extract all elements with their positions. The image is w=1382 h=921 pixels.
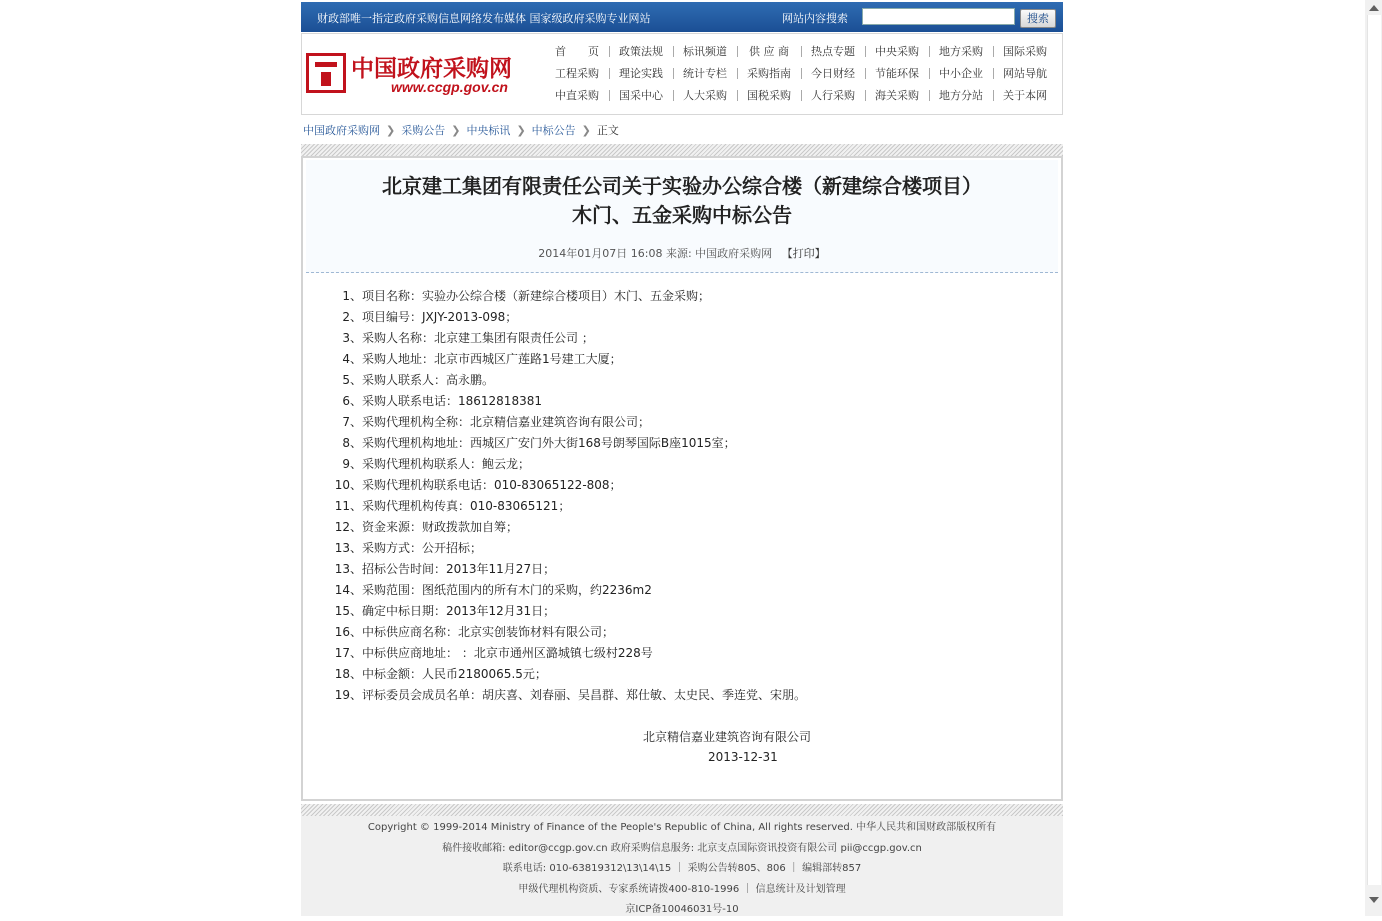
list-item [323,601,1043,622]
nav-row [545,43,1057,65]
nav-theory[interactable]: 理论实践 [609,65,673,81]
footer-line: 稿件接收邮箱: editor@ccgp.gov.cn 政府采购信息服务: 北京支点国际资讯投资有限公司 pii@ccgp.gov.cn [442,842,922,854]
item-text: 采购代理机构联系电话：010-83065122-808； [362,478,622,492]
item-number: 13、 [334,541,362,555]
nav-local-sites[interactable]: 地方分站 [929,87,993,103]
item-number: 6、 [342,394,362,408]
item-text: 采购代理机构联系人：鲍云龙； [362,457,531,471]
signature-date: 2013-12-31 [708,750,778,764]
breadcrumb-separator: ❯ [451,124,461,137]
nav-international[interactable]: 国际采购 [993,43,1057,59]
item-number: 10、 [334,478,362,492]
breadcrumb-item[interactable]: 中国政府采购网 [303,124,380,137]
list-item [323,664,1043,685]
list-item [323,538,1043,559]
breadcrumb-item[interactable]: 中央标讯 [466,124,511,137]
item-number: 8、 [342,436,362,450]
nav-row [545,65,1057,87]
list-item [323,286,1043,307]
item-number: 7、 [342,415,362,429]
item-number: 3、 [342,331,362,345]
nav-hot-topics[interactable]: 热点专题 [801,43,865,59]
item-number: 19、 [334,688,362,702]
nav-suppliers[interactable]: 供 应 商 [737,43,801,59]
breadcrumb-item[interactable]: 采购公告 [401,124,446,137]
nav-about[interactable]: 关于本网 [993,87,1057,103]
article-box [301,156,1063,801]
nav-npc[interactable]: 人大采购 [673,87,737,103]
nav-bid-channel[interactable]: 标讯频道 [673,43,737,59]
nav-guide[interactable]: 采购指南 [737,65,801,81]
item-number: 5、 [342,373,362,387]
breadcrumb-separator: ❯ [581,124,591,137]
list-item [323,496,1043,517]
nav-central-procurement[interactable]: 中央采购 [865,43,929,59]
article-date: 2014年01月07日 16:08 [538,247,663,260]
stripe-divider [301,144,1063,156]
breadcrumb-item[interactable]: 中标公告 [531,124,576,137]
item-number: 9、 [342,457,362,471]
site-logo[interactable] [305,50,540,98]
list-item [323,643,1043,664]
list-item [323,370,1043,391]
stripe-divider [301,804,1063,816]
main-nav [545,43,1057,109]
article-body [323,286,1043,706]
list-item [323,307,1043,328]
item-number: 18、 [334,667,362,681]
item-number: 15、 [334,604,362,618]
nav-pboc[interactable]: 人行采购 [801,87,865,103]
nav-customs[interactable]: 海关采购 [865,87,929,103]
item-number: 14、 [334,583,362,597]
item-text: 中标供应商地址： ：北京市通州区潞城镇七级村228号 [362,646,653,660]
nav-green[interactable]: 节能环保 [865,65,929,81]
search-label: 网站内容搜索 [782,12,848,25]
footer [301,816,1063,916]
vertical-scrollbar[interactable] [1365,0,1382,916]
top-bar [301,2,1063,32]
nav-local-procurement[interactable]: 地方采购 [929,43,993,59]
header [301,33,1063,115]
list-item [323,433,1043,454]
list-item [323,475,1043,496]
logo-name: 中国政府采购网 [351,56,512,82]
item-number: 4、 [342,352,362,366]
item-text: 项目编号：JXJY-2013-098； [362,310,518,324]
article-header [306,160,1058,273]
nav-row [545,87,1057,109]
item-number: 11、 [334,499,362,513]
breadcrumb-separator: ❯ [386,124,396,137]
item-text: 采购范围：图纸范围内的所有木门的采购，约2236m2 [362,583,652,597]
article-source: 来源: 中国政府采购网 [665,247,773,260]
nav-home[interactable]: 首 页 [555,45,599,58]
nav-tax[interactable]: 国税采购 [737,87,801,103]
item-text: 资金来源：财政拨款加自筹； [362,520,519,534]
list-item [323,391,1043,412]
item-text: 项目名称：实验办公综合楼（新建综合楼项目）木门、五金采购； [362,289,711,303]
nav-engineering[interactable]: 工程采购 [555,67,599,80]
item-number: 2、 [342,310,362,324]
item-text: 招标公告时间：2013年11月27日； [362,562,556,576]
scroll-up-arrow-icon[interactable] [1369,5,1379,11]
list-item [323,328,1043,349]
list-item [323,349,1043,370]
site-slogan: 财政部唯一指定政府采购信息网络发布媒体 国家级政府采购专业网站 [317,12,651,25]
item-number: 1、 [342,289,362,303]
item-text: 采购代理机构传真：010-83065121； [362,499,571,513]
search-button[interactable]: 搜索 [1020,9,1056,28]
footer-line: 京ICP备10046031号-10 [625,904,739,915]
list-item [323,622,1043,643]
nav-central-direct[interactable]: 中直采购 [555,89,599,102]
breadcrumb-separator: ❯ [516,124,526,137]
item-number: 17、 [334,646,362,660]
article-meta [306,245,1058,261]
print-link[interactable]: 【打印】 [781,247,826,260]
list-item [323,559,1043,580]
nav-national-center[interactable]: 国采中心 [609,87,673,103]
footer-line: Copyright © 1999-2014 Ministry of Finance of the People's Republic of China, All rights reserved. 中华人民共和国财政部版权所有 [367,822,997,833]
item-text: 中标供应商名称：北京实创装饰材料有限公司； [362,625,615,639]
scroll-thumb[interactable] [1367,15,1381,885]
nav-statistics[interactable]: 统计专栏 [673,65,737,81]
item-text: 采购人名称：北京建工集团有限责任公司 ； [362,331,594,345]
nav-sme[interactable]: 中小企业 [929,65,993,81]
nav-finance-today[interactable]: 今日财经 [801,65,865,81]
item-number: 12、 [334,520,362,534]
logo-url: www.ccgp.gov.cn [391,79,508,95]
article-title-line: 北京建工集团有限责任公司关于实验办公综合楼（新建综合楼项目） [382,174,982,198]
footer-line: 甲级代理机构资质、专家系统请拨400-810-1996 ｜ 信息统计及计划管理 [518,883,846,895]
item-text: 采购人联系电话：18612818381 [362,394,542,408]
article-title-line: 木门、五金采购中标公告 [572,203,792,227]
nav-policy[interactable]: 政策法规 [609,43,673,59]
scroll-down-arrow-icon[interactable] [1369,897,1379,903]
item-number: 16、 [334,625,362,639]
logo-seal-icon [306,53,346,93]
item-text: 采购代理机构地址：西城区广安门外大街168号朗琴国际B座1015室； [362,436,736,450]
nav-sitemap[interactable]: 网站导航 [993,65,1057,81]
item-text: 采购方式：公开招标； [362,541,483,555]
item-text: 采购人联系人：高永鹏。 [362,373,495,387]
list-item [323,580,1043,601]
item-number: 13、 [334,562,362,576]
breadcrumb [303,122,619,138]
footer-line: 联系电话: 010-63819312\13\14\15 ｜ 采购公告转805、806 ｜ 编辑部转857 [502,863,862,874]
list-item [323,517,1043,538]
item-text: 中标金额：人民币2180065.5元； [362,667,547,681]
item-text: 评标委员会成员名单：胡庆喜、刘春丽、吴昌群、郑仕敏、太史民、季连党、宋朋。 [362,688,807,702]
list-item [323,454,1043,475]
article-title [306,172,1058,230]
list-item [323,685,1043,706]
item-text: 采购人地址：北京市西城区广莲路1号建工大厦； [362,352,622,366]
item-text: 采购代理机构全称：北京精信嘉业建筑咨询有限公司； [362,415,651,429]
item-text: 确定中标日期：2013年12月31日； [362,604,556,618]
breadcrumb-current: 正文 [596,124,619,137]
signature-org: 北京精信嘉业建筑咨询有限公司 [643,730,812,744]
list-item [323,412,1043,433]
search-input[interactable] [862,8,1015,25]
